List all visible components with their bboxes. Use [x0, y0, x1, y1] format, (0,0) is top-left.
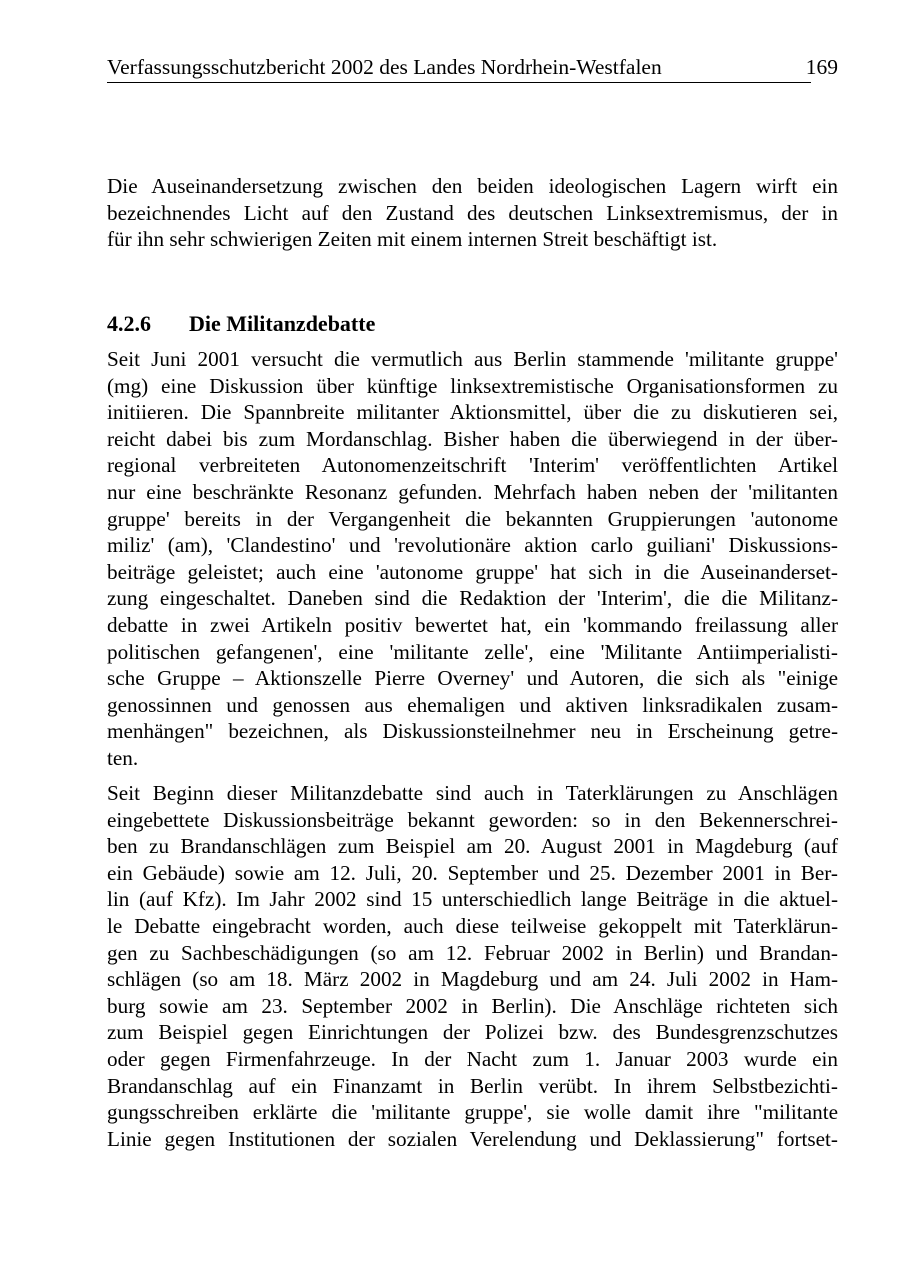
text-line: lin (auf Kfz). Im Jahr 2002 sind 15 unterschiedlich lange Beiträge in die aktuel-: [107, 887, 838, 912]
text-line: le Debatte eingebracht worden, auch diese teilweise gekoppelt mit Taterklärun-: [107, 913, 838, 938]
text-line: gruppe' bereits in der Vergangenheit die bekannten Gruppierungen 'autonome: [107, 506, 838, 531]
text-line: Die Auseinandersetzung zwischen den beiden ideologischen Lagern wirft ein: [107, 174, 838, 198]
text-line: Seit Beginn dieser Militanzdebatte sind auch in Taterklärungen zu Anschlägen: [107, 781, 838, 805]
militanz-paragraph-2: [107, 780, 838, 1152]
text-line: nur eine beschränkte Resonanz gefunden. Mehrfach haben neben der 'militanten: [107, 479, 838, 504]
text-line: eingebettete Diskussionsbeiträge bekannt geworden: so in den Bekennerschrei-: [107, 807, 838, 832]
text-line: beiträge geleistet; auch eine 'autonome gruppe' hat sich in die Auseinanderset-: [107, 559, 838, 584]
text-line: (mg) eine Diskussion über künftige linksextremistische Organisationsformen zu: [107, 373, 838, 398]
running-header: [107, 52, 838, 83]
text-line: Seit Juni 2001 versucht die vermutlich aus Berlin stammende 'militante gruppe': [107, 347, 838, 371]
text-line: reicht dabei bis zum Mordanschlag. Bisher haben die überwiegend in der über-: [107, 426, 838, 451]
section-heading: [107, 307, 838, 341]
text-line: Brandanschlag auf ein Finanzamt in Berlin verübt. In ihrem Selbstbezichti-: [107, 1073, 838, 1098]
text-line: zum Beispiel gegen Einrichtungen der Polizei bzw. des Bundesgrenzschutzes: [107, 1020, 838, 1045]
militanz-paragraph-1: [107, 346, 838, 772]
section-number: 4.2.6: [107, 311, 151, 336]
text-line: gen zu Sachbeschädigungen (so am 12. Februar 2002 in Berlin) und Brandan-: [107, 940, 838, 965]
page-number: 169: [805, 55, 838, 79]
text-line: regional verbreiteten Autonomenzeitschrift 'Interim' veröffentlichten Artikel: [107, 453, 838, 478]
section-title: Die Militanzdebatte: [189, 311, 376, 336]
header-title: Verfassungsschutzbericht 2002 des Landes Nordrhein-Westfalen: [107, 55, 662, 79]
text-line: gungsschreiben erklärte die 'militante gruppe', sie wolle damit ihre "militante: [107, 1100, 838, 1125]
text-line: ten.: [107, 745, 139, 770]
text-line: ein Gebäude) sowie am 12. Juli, 20. September und 25. Dezember 2001 in Ber-: [107, 860, 838, 885]
text-line: genossinnen und genossen aus ehemaligen und aktiven linksradikalen zusam-: [107, 692, 838, 717]
text-line: initiieren. Die Spannbreite militanter Aktionsmittel, über die zu diskutieren sei,: [107, 400, 838, 425]
text-line: menhängen" bezeichnen, als Diskussionsteilnehmer neu in Erscheinung getre-: [107, 719, 838, 744]
text-line: für ihn sehr schwierigen Zeiten mit einem internen Streit beschäftigt ist.: [107, 227, 718, 252]
text-line: zung eingeschaltet. Daneben sind die Redaktion der 'Interim', die die Militanz-: [107, 586, 838, 611]
text-line: sche Gruppe – Aktionszelle Pierre Overney' und Autoren, die sich als "einige: [107, 666, 838, 691]
intro-paragraph: [107, 173, 838, 253]
text-line: miliz' (am), 'Clandestino' und 'revolutionäre aktion carlo guiliani' Diskussions-: [107, 533, 838, 558]
text-line: politischen gefangenen', eine 'militante zelle', eine 'Militante Antiimperialisti-: [107, 639, 838, 664]
text-line: debatte in zwei Artikeln positiv bewertet hat, ein 'kommando freilassung aller: [107, 612, 838, 637]
text-line: Linie gegen Institutionen der sozialen Verelendung und Deklassierung" fortset-: [107, 1126, 838, 1151]
text-line: oder gegen Firmenfahrzeuge. In der Nacht zum 1. Januar 2003 wurde ein: [107, 1046, 838, 1071]
text-line: bezeichnendes Licht auf den Zustand des deutschen Linksextremismus, der in: [107, 200, 838, 225]
text-line: schlägen (so am 18. März 2002 in Magdeburg und am 24. Juli 2002 in Ham-: [107, 967, 838, 992]
text-line: ben zu Brandanschlägen zum Beispiel am 20. August 2001 in Magdeburg (auf: [107, 834, 838, 859]
text-line: burg sowie am 23. September 2002 in Berlin). Die Anschläge richteten sich: [107, 993, 838, 1018]
